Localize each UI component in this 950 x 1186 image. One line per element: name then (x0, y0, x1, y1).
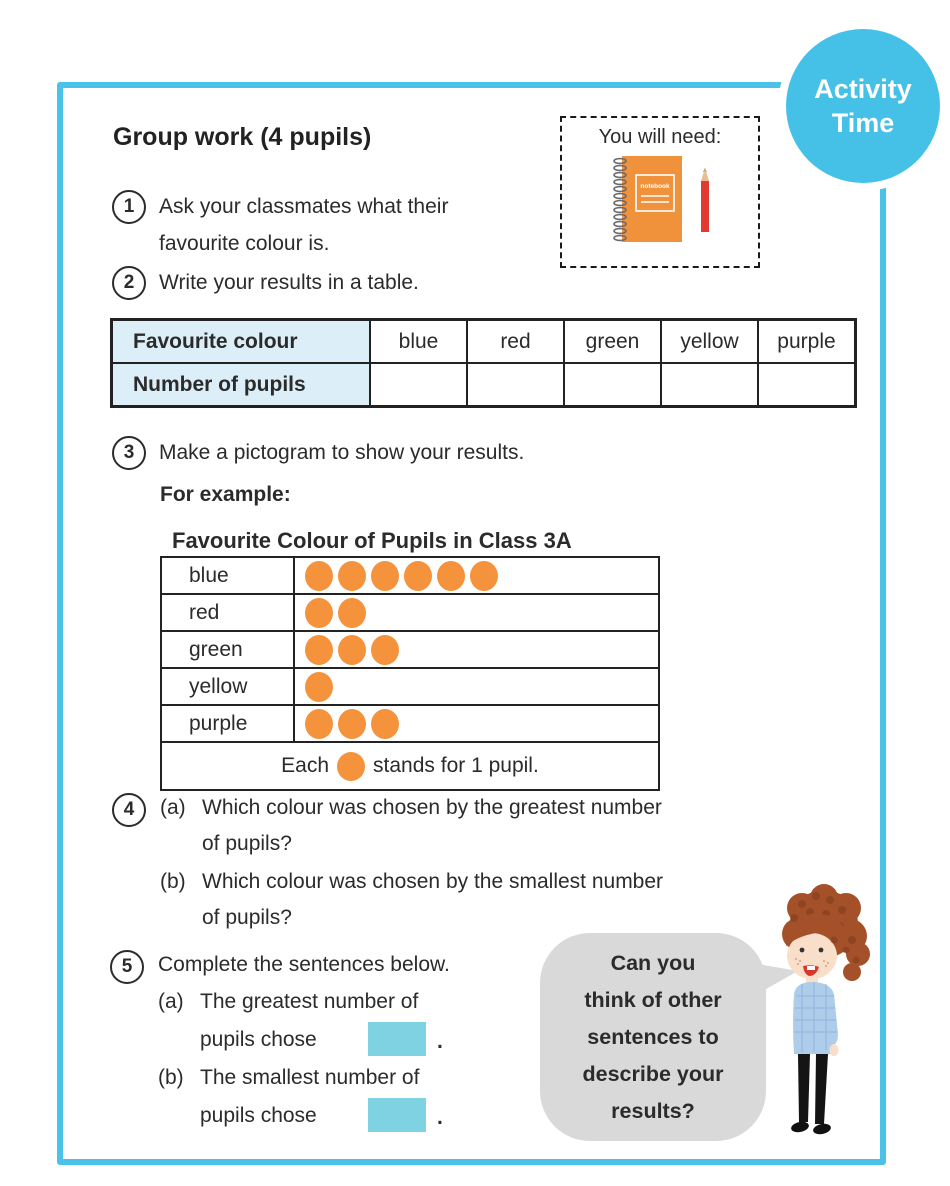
step-1-number: 1 (112, 190, 146, 224)
step-2 (112, 264, 419, 301)
pictogram-row-yellow (162, 669, 658, 706)
pictogram-symbol-icon (371, 709, 399, 739)
q5a-line2: pupils chose (200, 1028, 317, 1051)
badge-line1: Activity (814, 74, 912, 104)
results-table-colour-yellow: yellow (661, 320, 758, 363)
results-table-colour-green: green (564, 320, 661, 363)
pictogram-dots-purple (295, 706, 658, 741)
for-example-label: For example: (160, 483, 291, 506)
pictogram-legend (162, 743, 658, 789)
bubble-line4: describe your (582, 1061, 724, 1086)
pictogram-symbol-icon (437, 561, 465, 591)
pictogram-symbol-icon (305, 635, 333, 665)
q5b-line2: pupils chose (200, 1104, 317, 1127)
badge-line2: Time (831, 108, 895, 138)
q5b-answer-box[interactable] (368, 1098, 426, 1132)
pictogram-label-yellow: yellow (162, 669, 295, 704)
pictogram-row-blue (162, 558, 658, 595)
step-3-number: 3 (112, 436, 146, 470)
q5b-line1 (158, 1066, 419, 1090)
bubble-line1: Can you (610, 950, 696, 975)
results-table (110, 318, 857, 408)
results-table-entry-green[interactable] (564, 363, 661, 406)
bubble-line2: think of other (584, 987, 722, 1012)
q5a-answer-box[interactable] (368, 1022, 426, 1056)
boy-character-illustration (772, 884, 898, 1138)
pictogram-row-green (162, 632, 658, 669)
pictogram-symbol-icon (371, 635, 399, 665)
pictogram-symbol-icon (305, 709, 333, 739)
q5a-text1: The greatest number of (200, 990, 419, 1013)
q4b-text1: Which colour was chosen by the smallest number (202, 870, 664, 893)
pictogram-dots-green (295, 632, 658, 667)
step-2-line1: Write your results in a table. (159, 271, 419, 294)
pictogram-dots-blue (295, 558, 658, 593)
pictogram-symbol-icon (305, 672, 333, 702)
step-3 (112, 434, 524, 471)
q4a-text1: Which colour was chosen by the greatest number (202, 796, 662, 819)
q4b-label: (b) (160, 870, 186, 893)
you-will-need-icons (609, 154, 711, 244)
results-table-entry-red[interactable] (467, 363, 564, 406)
pictogram-label-red: red (162, 595, 295, 630)
results-table-colour-purple: purple (758, 320, 855, 363)
question-5-number: 5 (110, 950, 144, 984)
pictogram-table (160, 556, 660, 791)
pictogram-symbol-icon (338, 635, 366, 665)
pictogram-symbol-icon (305, 561, 333, 591)
q4a-line1 (160, 796, 662, 820)
pictogram-symbol-icon (338, 561, 366, 591)
svg-text:notebook: notebook (640, 183, 670, 190)
bubble-line3: sentences to (587, 1024, 719, 1049)
results-table-header-label: Favourite colour (112, 320, 370, 363)
you-will-need-label: You will need: (598, 126, 722, 148)
legend-suffix: stands for 1 pupil. (373, 754, 539, 777)
page-title: Group work (4 pupils) (113, 123, 372, 151)
pictogram-dots-yellow (295, 669, 658, 704)
step-1-line2: favourite colour is. (159, 232, 330, 255)
q4a-label: (a) (160, 796, 186, 819)
results-table-colour-red: red (467, 320, 564, 363)
results-table-entry-yellow[interactable] (661, 363, 758, 406)
pictogram-title: Favourite Colour of Pupils in Class 3A (172, 528, 572, 553)
q5b-period: . (437, 1106, 443, 1129)
pictogram-label-green: green (162, 632, 295, 667)
q4a-line2: of pupils? (202, 832, 292, 855)
q5a-label: (a) (158, 990, 184, 1013)
legend-symbol-icon (337, 752, 365, 781)
q5-intro: Complete the sentences below. (158, 953, 450, 976)
activity-time-badge (786, 29, 940, 183)
pencil-icon (699, 168, 711, 234)
pictogram-symbol-icon (404, 561, 432, 591)
pictogram-dots-red (295, 595, 658, 630)
step-1 (112, 188, 448, 262)
notebook-icon (609, 154, 685, 244)
q5b-text1: The smallest number of (200, 1066, 420, 1089)
question-4-number: 4 (112, 793, 146, 827)
legend-prefix: Each (281, 754, 330, 777)
bubble-line5: results? (611, 1098, 695, 1123)
step-2-number: 2 (112, 266, 146, 300)
q5a-period: . (437, 1030, 443, 1053)
q5a-line1 (158, 990, 418, 1014)
step-1-line1: Ask your classmates what their (159, 195, 449, 218)
pictogram-symbol-icon (338, 598, 366, 628)
q4b-line1 (160, 870, 663, 894)
pictogram-row-purple (162, 706, 658, 743)
results-table-entry-blue[interactable] (370, 363, 467, 406)
pictogram-symbol-icon (338, 709, 366, 739)
pictogram-row-red (162, 595, 658, 632)
pictogram-symbol-icon (305, 598, 333, 628)
q5b-label: (b) (158, 1066, 184, 1089)
pictogram-symbol-icon (470, 561, 498, 591)
you-will-need-box (560, 116, 760, 268)
pictogram-label-purple: purple (162, 706, 295, 741)
results-table-colour-blue: blue (370, 320, 467, 363)
pictogram-label-blue: blue (162, 558, 295, 593)
step-3-line1: Make a pictogram to show your results. (159, 441, 525, 464)
speech-bubble (540, 933, 766, 1141)
q4b-line2: of pupils? (202, 906, 292, 929)
pictogram-symbol-icon (371, 561, 399, 591)
results-table-entry-purple[interactable] (758, 363, 855, 406)
results-table-row2-label: Number of pupils (112, 363, 370, 406)
